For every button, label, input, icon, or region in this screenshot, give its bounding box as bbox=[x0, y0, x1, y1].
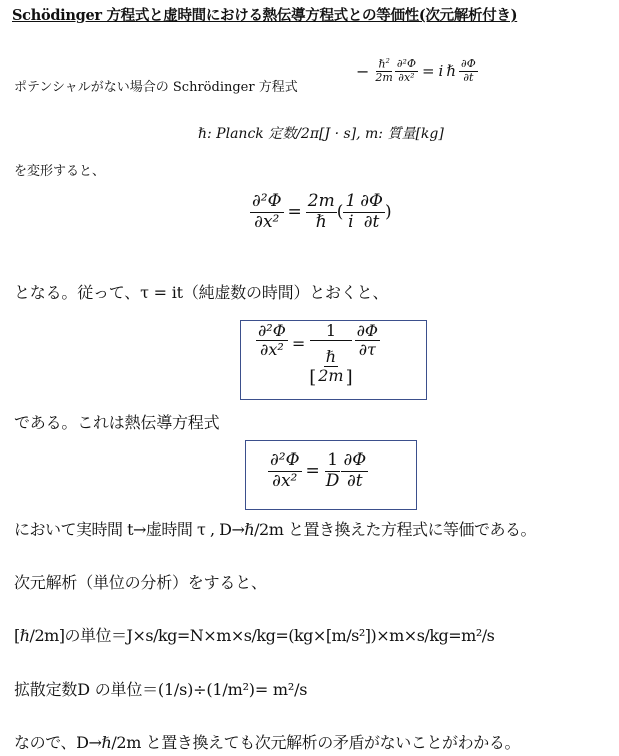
eq2-time-derivative bbox=[358, 192, 385, 232]
eq3-2m: 2m bbox=[318, 366, 344, 386]
eq4-lhs-denominator: ∂x² bbox=[272, 470, 298, 491]
eq1-hbar: ℏ bbox=[446, 62, 457, 81]
eq3-bracket-group bbox=[309, 345, 352, 388]
eq4-lhs-numerator: ∂²Φ bbox=[270, 450, 300, 470]
eq4-lhs-fraction bbox=[268, 451, 302, 491]
hbar-symbol: ℏ bbox=[378, 57, 386, 71]
conclusion-text: なので、D→ℏ/2m と置き換えても次元解析の矛盾がないことがわかる。 bbox=[14, 733, 521, 752]
tau-substitution-text: となる。従って、τ = it（純虚数の時間）とおくと、 bbox=[14, 283, 389, 302]
eq1-lhs-fraction bbox=[373, 58, 394, 85]
eq2-factor-numerator: 2m bbox=[307, 191, 335, 211]
transformed-equation bbox=[250, 192, 392, 232]
eq4-coefficient bbox=[324, 451, 342, 491]
eq3-equals: = bbox=[291, 334, 306, 353]
eq3-hbar: ℏ bbox=[325, 347, 337, 366]
eq3-one: 1 bbox=[310, 322, 352, 341]
constants-definition: ℏ: Planck 定数/2π[J · s], m: 質量[kg] bbox=[198, 126, 444, 142]
eq2-inverse-i-fraction bbox=[343, 192, 358, 232]
eq4-dphi: ∂Φ bbox=[343, 450, 367, 470]
eq4-dt: ∂t bbox=[346, 470, 363, 491]
minus-sign: − bbox=[356, 61, 370, 81]
square-exponent: 2 bbox=[385, 57, 390, 65]
eq1-dx2: ∂x² bbox=[398, 70, 415, 84]
eq2-factor-fraction bbox=[306, 192, 337, 232]
eq2-i: i bbox=[348, 211, 354, 232]
eq3-lhs-fraction bbox=[256, 322, 288, 360]
eq2-equals: = bbox=[287, 202, 302, 223]
schrodinger-equation bbox=[352, 58, 478, 85]
eq3-dtau: ∂τ bbox=[358, 340, 376, 360]
replacement-text: において実時間 t→虚時間 τ , D→ℏ/2m と置き換えた方程式に等価である。 bbox=[14, 520, 536, 539]
eq1-dt: ∂t bbox=[463, 70, 474, 84]
eq4-time-derivative bbox=[341, 451, 368, 491]
intro-text: ポテンシャルがない場合の Schrödinger 方程式 bbox=[14, 80, 298, 95]
eq4-D: D bbox=[325, 470, 340, 491]
eq2-factor-denominator: ℏ bbox=[315, 211, 327, 232]
heat-equation bbox=[268, 451, 368, 491]
eq4-one: 1 bbox=[327, 450, 339, 470]
eq3-close-bracket: ] bbox=[345, 367, 353, 389]
eq2-close-paren: ) bbox=[384, 202, 392, 223]
unit-hbar-over-2m: [ℏ/2m]の単位＝J×s/kg=N×m×s/kg=(kg×[m/s²])×m×s/kg=m²/s bbox=[14, 626, 495, 645]
heat-equation-text: である。これは熱伝導方程式 bbox=[14, 413, 220, 432]
eq1-d2phi: ∂²Φ bbox=[396, 57, 416, 71]
page-title: Schödinger 方程式と虚時間における熱伝導方程式との等価性(次元解析付き) bbox=[12, 7, 518, 24]
eq1-lhs-denominator: 2m bbox=[375, 71, 393, 85]
eq3-dphi: ∂Φ bbox=[356, 321, 379, 340]
eq3-tau-derivative bbox=[355, 322, 380, 360]
eq3-lhs-denominator: ∂x² bbox=[260, 340, 284, 360]
unit-diffusion-constant: 拡散定数D の単位＝(1/s)÷(1/m²)= m²/s bbox=[14, 680, 308, 699]
dimensional-analysis-text: 次元解析（単位の分析）をすると、 bbox=[14, 573, 267, 592]
eq2-open-paren: ( bbox=[336, 202, 344, 223]
eq3-coefficient bbox=[309, 322, 352, 388]
eq3-open-bracket: [ bbox=[309, 367, 317, 389]
eq1-time-derivative bbox=[459, 58, 478, 84]
eq1-lhs-numerator bbox=[376, 58, 391, 72]
eq3-hbar-over-2m bbox=[316, 348, 345, 386]
eq2-lhs-numerator: ∂²Φ bbox=[252, 191, 282, 211]
eq2-lhs-denominator: ∂x² bbox=[254, 211, 280, 232]
imaginary-time-equation bbox=[256, 322, 380, 388]
deform-text: を変形すると、 bbox=[14, 164, 106, 179]
eq3-lhs-numerator: ∂²Φ bbox=[258, 321, 286, 340]
eq1-imaginary-unit: i bbox=[438, 62, 444, 81]
eq2-dphi: ∂Φ bbox=[360, 191, 383, 211]
eq1-dphi: ∂Φ bbox=[461, 57, 476, 71]
eq4-equals: = bbox=[305, 461, 320, 482]
eq2-dt: ∂t bbox=[363, 211, 380, 232]
eq2-lhs-fraction bbox=[250, 192, 284, 232]
eq1-equals: = bbox=[421, 62, 435, 81]
eq2-one: 1 bbox=[345, 191, 357, 211]
eq1-second-derivative bbox=[395, 58, 418, 84]
